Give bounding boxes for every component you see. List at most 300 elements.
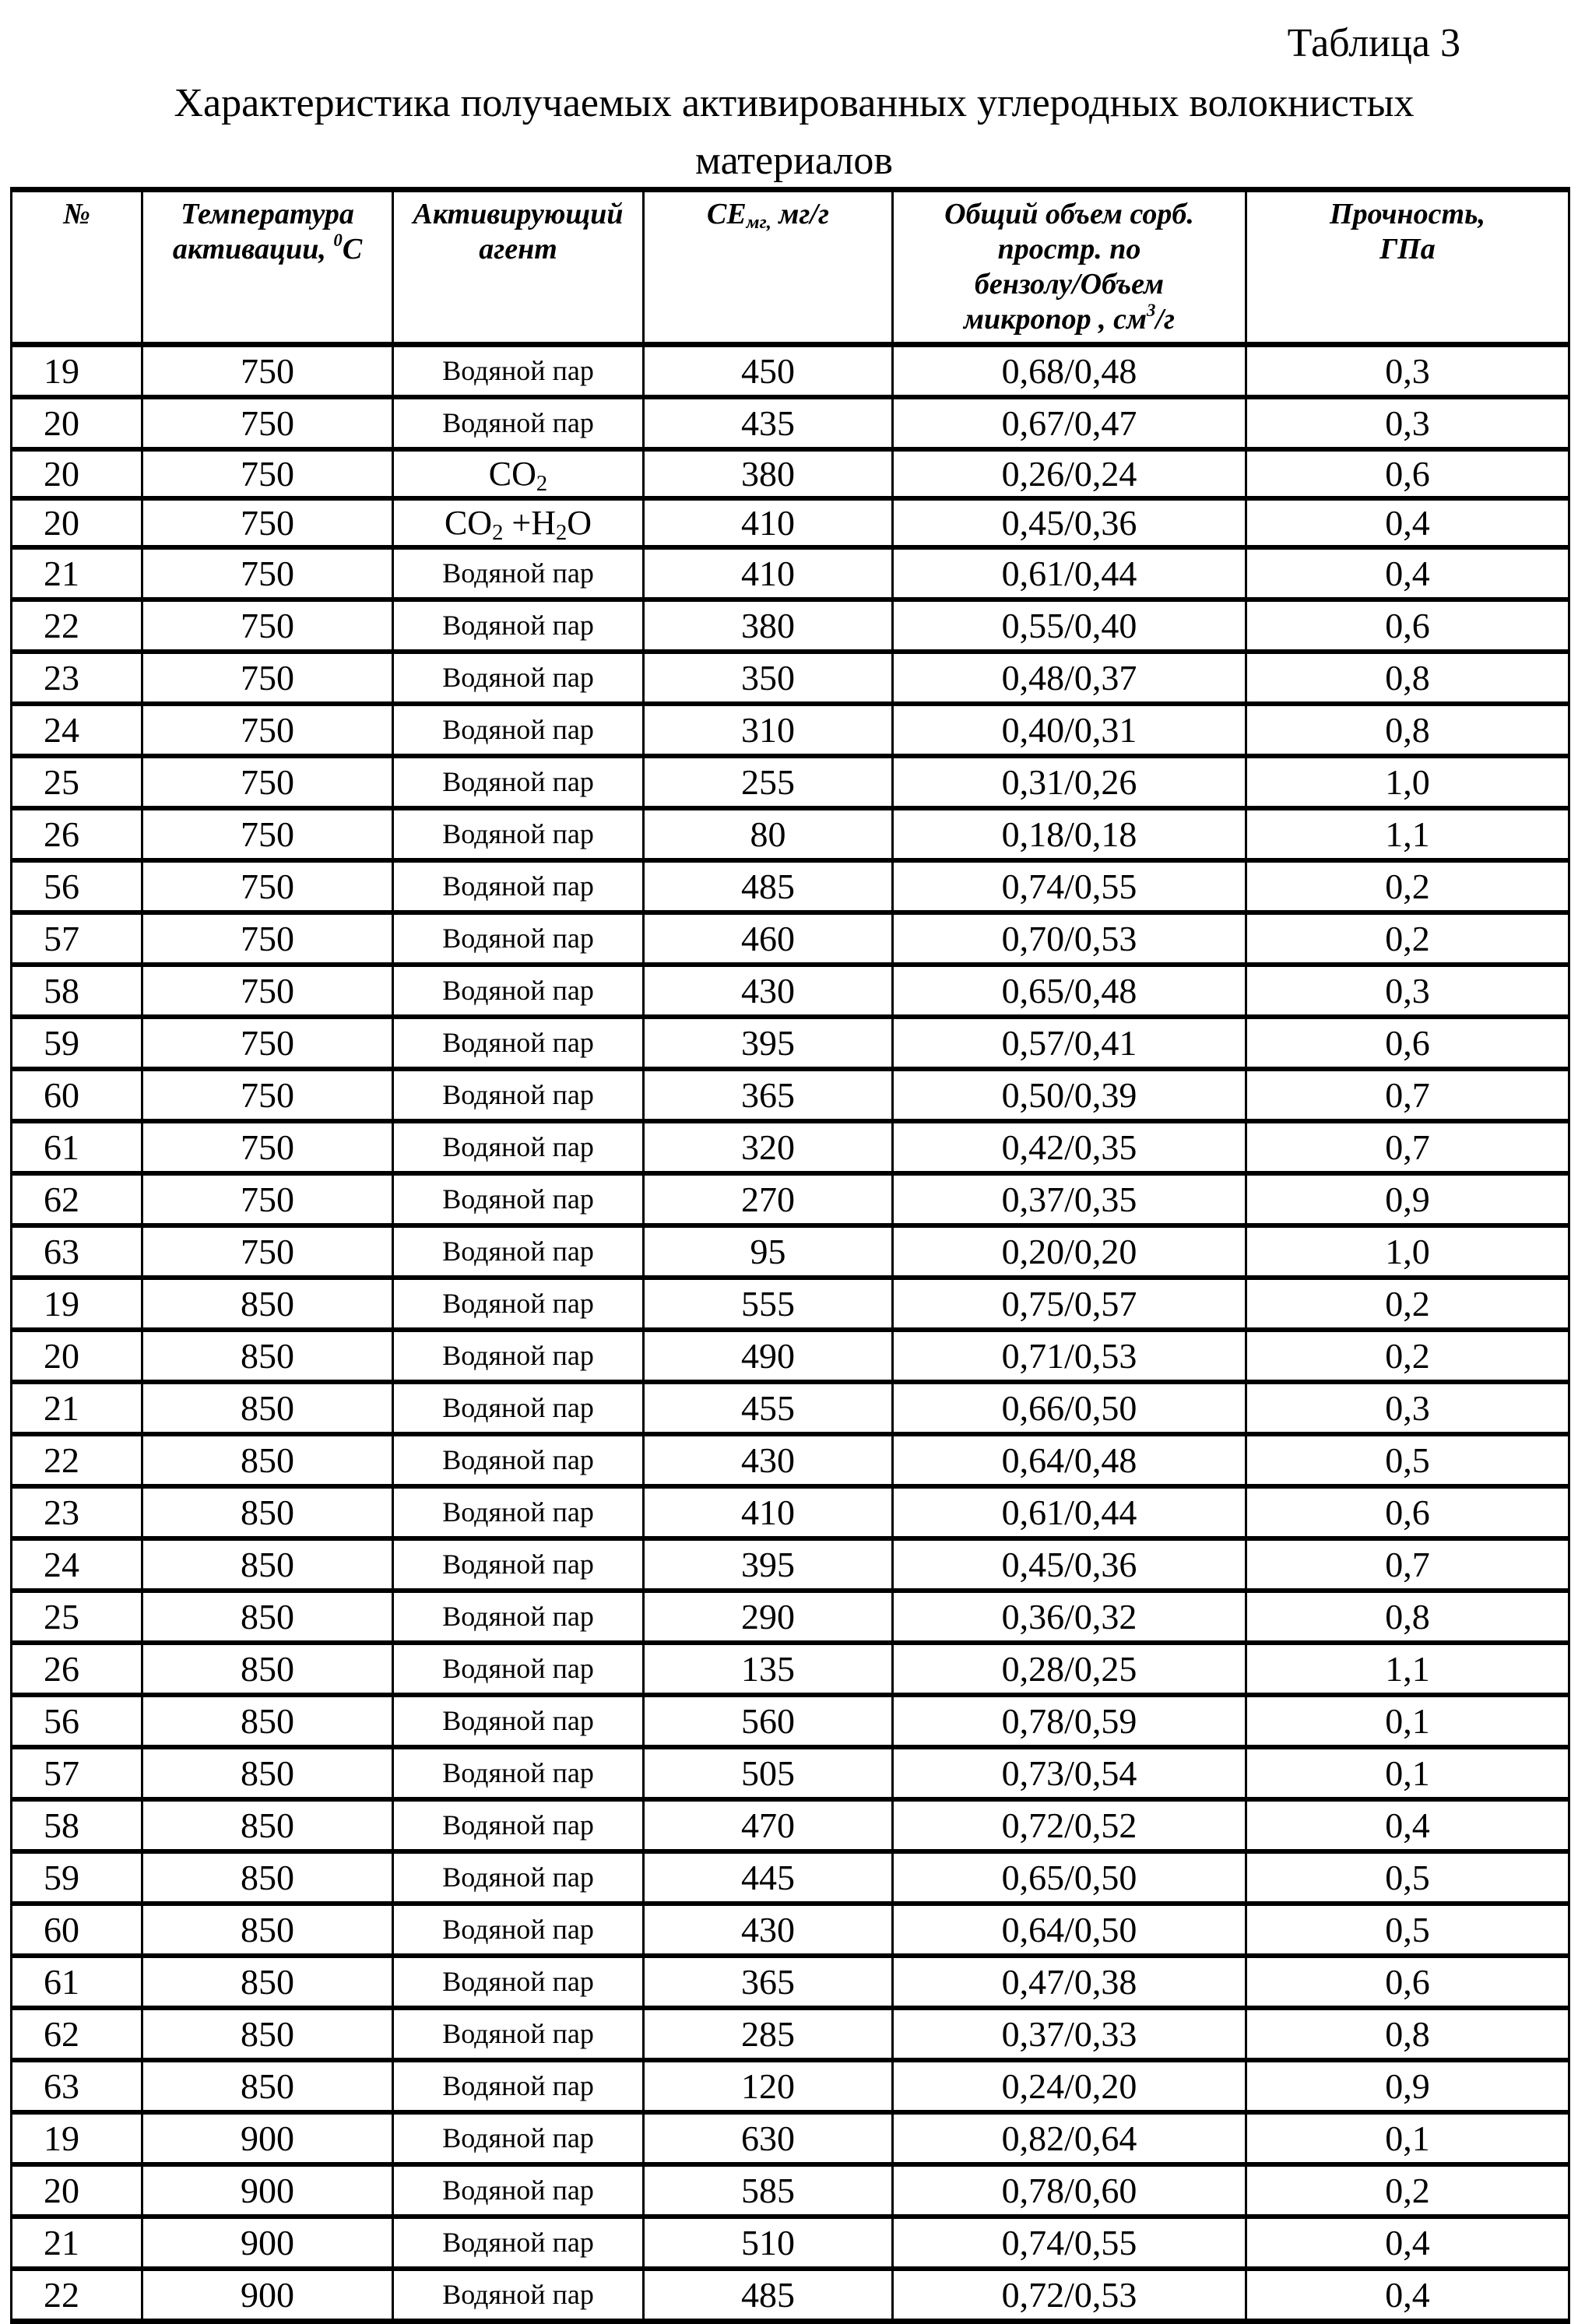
cell-volume: 0,61/0,44 (893, 547, 1246, 599)
cell-ce: 270 (644, 1173, 893, 1225)
header-temperature-text: активации, (173, 233, 326, 265)
cell-strength: 0,2 (1246, 1278, 1569, 1330)
cell-temperature: 850 (142, 1747, 393, 1799)
cell-temperature: 850 (142, 2008, 393, 2060)
cell-agent: Водяной пар (393, 1121, 644, 1173)
cell-ce: 395 (644, 1017, 893, 1069)
header-number-label: № (63, 198, 90, 230)
cell-ce: 450 (644, 345, 893, 398)
cell-temperature: 750 (142, 1121, 393, 1173)
cell-strength: 0,8 (1246, 652, 1569, 704)
cell-volume: 0,72/0,53 (893, 2269, 1246, 2322)
cell-agent: Водяной пар (393, 1278, 644, 1330)
cell-number: 21 (12, 1382, 142, 1434)
cell-number: 61 (12, 1956, 142, 2008)
cell-strength: 0,1 (1246, 2112, 1569, 2164)
cell-volume: 0,64/0,48 (893, 1434, 1246, 1486)
cell-agent: Водяной пар (393, 652, 644, 704)
header-volume-line1: Общий объем сорб. (894, 197, 1245, 232)
cell-temperature: 850 (142, 1904, 393, 1956)
cell-strength: 0,8 (1246, 2008, 1569, 2060)
header-ce-main: CE (707, 198, 747, 230)
cell-number: 26 (12, 1643, 142, 1695)
cell-ce: 560 (644, 1695, 893, 1747)
cell-ce: 310 (644, 704, 893, 756)
cell-volume: 0,67/0,47 (893, 397, 1246, 449)
cell-strength: 0,4 (1246, 547, 1569, 599)
cell-volume: 0,74/0,55 (893, 2217, 1246, 2269)
cell-number: 63 (12, 2060, 142, 2112)
cell-number: 56 (12, 1695, 142, 1747)
header-volume-text: микропор , см (964, 303, 1147, 336)
table-row (12, 2164, 1569, 2217)
cell-temperature: 900 (142, 2112, 393, 2164)
cell-ce: 80 (644, 808, 893, 860)
header-ce-sub: мг, (747, 212, 771, 233)
cell-volume: 0,45/0,36 (893, 1538, 1246, 1591)
table-row (12, 704, 1569, 756)
cell-number: 19 (12, 2112, 142, 2164)
cell-number: 22 (12, 1434, 142, 1486)
header-volume-line2: простр. по (894, 232, 1245, 267)
cell-number: 57 (12, 1747, 142, 1799)
cell-temperature: 750 (142, 1173, 393, 1225)
cell-ce: 585 (644, 2164, 893, 2217)
cell-agent: Водяной пар (393, 1851, 644, 1904)
cell-number: 57 (12, 912, 142, 965)
cell-temperature: 850 (142, 1382, 393, 1434)
cell-temperature: 750 (142, 449, 393, 498)
header-strength (1246, 190, 1569, 345)
cell-number: 21 (12, 2217, 142, 2269)
table-row (12, 652, 1569, 704)
cell-agent: Водяной пар (393, 2112, 644, 2164)
cell-volume: 0,61/0,44 (893, 1486, 1246, 1538)
cell-temperature: 750 (142, 599, 393, 652)
header-temperature-unit: С (343, 233, 362, 265)
cell-number: 20 (12, 2164, 142, 2217)
cell-ce: 95 (644, 1225, 893, 1278)
table-row (12, 1069, 1569, 1121)
cell-volume: 0,31/0,26 (893, 756, 1246, 808)
cell-agent: Водяной пар (393, 1799, 644, 1851)
cell-agent: Водяной пар (393, 860, 644, 912)
cell-number: 60 (12, 1069, 142, 1121)
header-volume-line4 (894, 302, 1245, 337)
cell-number: 20 (12, 498, 142, 547)
cell-volume: 0,37/0,35 (893, 1173, 1246, 1225)
cell-ce: 350 (644, 652, 893, 704)
cell-agent: Водяной пар (393, 1956, 644, 2008)
table-row (12, 756, 1569, 808)
cell-volume: 0,73/0,54 (893, 1747, 1246, 1799)
table-row (12, 2008, 1569, 2060)
cell-volume: 0,66/0,50 (893, 1382, 1246, 1434)
cell-agent: Водяной пар (393, 912, 644, 965)
cell-agent: Водяной пар (393, 1382, 644, 1434)
cell-strength: 0,6 (1246, 449, 1569, 498)
cell-temperature: 750 (142, 652, 393, 704)
cell-agent: Водяной пар (393, 599, 644, 652)
header-strength-line2: ГПа (1247, 232, 1568, 267)
cell-number: 56 (12, 860, 142, 912)
cell-temperature: 850 (142, 1486, 393, 1538)
cell-temperature: 850 (142, 1851, 393, 1904)
cell-agent: Водяной пар (393, 345, 644, 398)
agent-text: +H (503, 504, 556, 542)
cell-agent: Водяной пар (393, 1591, 644, 1643)
table-row (12, 860, 1569, 912)
cell-strength: 0,5 (1246, 1904, 1569, 1956)
cell-volume: 0,37/0,33 (893, 2008, 1246, 2060)
cell-ce: 135 (644, 1643, 893, 1695)
cell-ce: 290 (644, 1591, 893, 1643)
cell-strength: 0,4 (1246, 2269, 1569, 2322)
cell-strength: 0,2 (1246, 2164, 1569, 2217)
cell-strength: 0,2 (1246, 860, 1569, 912)
cell-number: 23 (12, 1486, 142, 1538)
cell-strength: 0,5 (1246, 1434, 1569, 1486)
header-strength-line1: Прочность, (1247, 197, 1568, 232)
cell-temperature: 900 (142, 2164, 393, 2217)
header-temperature-line1: Температура (143, 197, 392, 232)
cell-agent: Водяной пар (393, 547, 644, 599)
cell-volume: 0,65/0,48 (893, 965, 1246, 1017)
table-row (12, 1799, 1569, 1851)
cell-temperature: 850 (142, 1434, 393, 1486)
cell-temperature: 850 (142, 1643, 393, 1695)
cell-ce: 120 (644, 2060, 893, 2112)
cell-strength: 1,1 (1246, 808, 1569, 860)
cell-volume: 0,75/0,57 (893, 1278, 1246, 1330)
cell-temperature: 750 (142, 547, 393, 599)
cell-agent: Водяной пар (393, 1330, 644, 1382)
cell-volume: 0,74/0,55 (893, 860, 1246, 912)
header-temperature-sup: 0 (333, 230, 342, 250)
cell-ce: 255 (644, 756, 893, 808)
cell-volume: 0,78/0,59 (893, 1695, 1246, 1747)
cell-volume: 0,18/0,18 (893, 808, 1246, 860)
cell-strength: 0,2 (1246, 1330, 1569, 1382)
cell-ce: 430 (644, 965, 893, 1017)
cell-temperature: 850 (142, 1278, 393, 1330)
cell-ce: 630 (644, 2112, 893, 2164)
cell-volume: 0,40/0,31 (893, 704, 1246, 756)
title-line-1: Характеристика получаемых активированных углеродных волокнистых (31, 75, 1557, 132)
header-number (12, 190, 142, 345)
cell-volume: 0,68/0,48 (893, 345, 1246, 398)
cell-agent: Водяной пар (393, 1747, 644, 1799)
cell-agent: Водяной пар (393, 1695, 644, 1747)
cell-strength: 0,3 (1246, 345, 1569, 398)
header-volume (893, 190, 1246, 345)
cell-strength: 1,0 (1246, 1225, 1569, 1278)
cell-number: 58 (12, 965, 142, 1017)
cell-ce: 365 (644, 1956, 893, 2008)
cell-ce: 510 (644, 2217, 893, 2269)
header-volume-line3: бензолу/Объем (894, 267, 1245, 302)
cell-number: 25 (12, 756, 142, 808)
cell-number: 60 (12, 1904, 142, 1956)
agent-subscript: 2 (556, 521, 567, 545)
cell-strength: 0,4 (1246, 2217, 1569, 2269)
table-row (12, 397, 1569, 449)
table-row (12, 1225, 1569, 1278)
cell-strength: 0,8 (1246, 1591, 1569, 1643)
cell-ce: 320 (644, 1121, 893, 1173)
table-row (12, 1017, 1569, 1069)
cell-agent: Водяной пар (393, 1486, 644, 1538)
cell-temperature: 750 (142, 756, 393, 808)
cell-agent: Водяной пар (393, 2269, 644, 2322)
cell-ce: 365 (644, 1069, 893, 1121)
table-row (12, 498, 1569, 547)
cell-agent: Водяной пар (393, 965, 644, 1017)
cell-volume: 0,50/0,39 (893, 1069, 1246, 1121)
table-row (12, 2269, 1569, 2322)
cell-agent: Водяной пар (393, 397, 644, 449)
cell-temperature: 850 (142, 1956, 393, 2008)
cell-agent: Водяной пар (393, 1538, 644, 1591)
cell-agent: Водяной пар (393, 756, 644, 808)
cell-temperature: 750 (142, 965, 393, 1017)
table-row (12, 1747, 1569, 1799)
cell-number: 59 (12, 1017, 142, 1069)
cell-strength: 0,6 (1246, 1017, 1569, 1069)
cell-number: 63 (12, 1225, 142, 1278)
cell-number: 20 (12, 1330, 142, 1382)
cell-number: 62 (12, 1173, 142, 1225)
cell-volume: 0,28/0,25 (893, 1643, 1246, 1695)
cell-temperature: 750 (142, 498, 393, 547)
cell-volume: 0,72/0,52 (893, 1799, 1246, 1851)
table-row (12, 1278, 1569, 1330)
cell-agent: Водяной пар (393, 2060, 644, 2112)
cell-ce: 435 (644, 397, 893, 449)
cell-volume: 0,24/0,20 (893, 2060, 1246, 2112)
table-row (12, 965, 1569, 1017)
header-agent-line1: Активирующий (394, 197, 642, 232)
cell-agent: Водяной пар (393, 2217, 644, 2269)
cell-volume: 0,71/0,53 (893, 1330, 1246, 1382)
table-row (12, 2060, 1569, 2112)
cell-ce: 505 (644, 1747, 893, 1799)
header-temperature-line2 (143, 232, 392, 267)
cell-ce: 410 (644, 498, 893, 547)
cell-volume: 0,45/0,36 (893, 498, 1246, 547)
cell-strength: 0,4 (1246, 1799, 1569, 1851)
cell-number: 19 (12, 1278, 142, 1330)
header-temperature (142, 190, 393, 345)
cell-agent: Водяной пар (393, 808, 644, 860)
table-row (12, 1591, 1569, 1643)
cell-strength: 0,6 (1246, 1956, 1569, 2008)
cell-ce: 490 (644, 1330, 893, 1382)
cell-number: 19 (12, 345, 142, 398)
cell-number: 24 (12, 704, 142, 756)
cell-temperature: 750 (142, 1069, 393, 1121)
cell-ce: 380 (644, 449, 893, 498)
table-row (12, 1330, 1569, 1382)
cell-strength: 0,9 (1246, 1173, 1569, 1225)
table-row (12, 1904, 1569, 1956)
cell-ce: 380 (644, 599, 893, 652)
cell-agent: Водяной пар (393, 1173, 644, 1225)
cell-temperature: 750 (142, 1017, 393, 1069)
cell-ce: 485 (644, 2269, 893, 2322)
cell-volume: 0,55/0,40 (893, 599, 1246, 652)
cell-number: 23 (12, 652, 142, 704)
cell-number: 22 (12, 599, 142, 652)
header-ce (644, 190, 893, 345)
cell-ce: 555 (644, 1278, 893, 1330)
cell-strength: 1,1 (1246, 1643, 1569, 1695)
cell-strength: 0,8 (1246, 704, 1569, 756)
cell-strength: 0,7 (1246, 1121, 1569, 1173)
cell-volume: 0,42/0,35 (893, 1121, 1246, 1173)
cell-strength: 0,1 (1246, 1695, 1569, 1747)
cell-strength: 0,7 (1246, 1069, 1569, 1121)
cell-temperature: 900 (142, 2217, 393, 2269)
cell-volume: 0,82/0,64 (893, 2112, 1246, 2164)
header-agent (393, 190, 644, 345)
table-row (12, 808, 1569, 860)
table-row (12, 1956, 1569, 2008)
cell-number: 21 (12, 547, 142, 599)
data-table (10, 187, 1570, 2324)
cell-agent: Водяной пар (393, 2008, 644, 2060)
cell-strength: 0,6 (1246, 599, 1569, 652)
table-title (31, 75, 1557, 190)
cell-strength: 0,1 (1246, 1747, 1569, 1799)
cell-temperature: 750 (142, 912, 393, 965)
cell-agent: Водяной пар (393, 1017, 644, 1069)
cell-ce: 470 (644, 1799, 893, 1851)
header-agent-line2: агент (394, 232, 642, 267)
cell-number: 25 (12, 1591, 142, 1643)
table-row (12, 345, 1569, 398)
cell-ce: 485 (644, 860, 893, 912)
cell-volume: 0,36/0,32 (893, 1591, 1246, 1643)
cell-agent: Водяной пар (393, 1904, 644, 1956)
cell-number: 22 (12, 2269, 142, 2322)
cell-ce: 285 (644, 2008, 893, 2060)
cell-ce: 455 (644, 1382, 893, 1434)
cell-number: 24 (12, 1538, 142, 1591)
table-row (12, 2112, 1569, 2164)
cell-volume: 0,57/0,41 (893, 1017, 1246, 1069)
cell-temperature: 850 (142, 1538, 393, 1591)
table-row (12, 1695, 1569, 1747)
cell-temperature: 750 (142, 1225, 393, 1278)
cell-number: 58 (12, 1799, 142, 1851)
table-row (12, 1382, 1569, 1434)
cell-temperature: 850 (142, 1591, 393, 1643)
cell-temperature: 850 (142, 1330, 393, 1382)
cell-strength: 0,6 (1246, 1486, 1569, 1538)
header-row (12, 190, 1569, 345)
cell-agent: Водяной пар (393, 1225, 644, 1278)
cell-volume: 0,26/0,24 (893, 449, 1246, 498)
cell-volume: 0,78/0,60 (893, 2164, 1246, 2217)
cell-agent: Водяной пар (393, 1434, 644, 1486)
cell-strength: 0,4 (1246, 498, 1569, 547)
table-row (12, 1434, 1569, 1486)
header-volume-sup: 3 (1147, 301, 1155, 320)
cell-number: 20 (12, 449, 142, 498)
table-row (12, 2217, 1569, 2269)
cell-number: 20 (12, 397, 142, 449)
cell-temperature: 850 (142, 2060, 393, 2112)
table-row (12, 1538, 1569, 1591)
table-row (12, 449, 1569, 498)
cell-number: 26 (12, 808, 142, 860)
cell-number: 59 (12, 1851, 142, 1904)
cell-strength: 0,7 (1246, 1538, 1569, 1591)
agent-subscript: 2 (536, 472, 547, 496)
cell-number: 61 (12, 1121, 142, 1173)
cell-volume: 0,65/0,50 (893, 1851, 1246, 1904)
cell-strength: 0,3 (1246, 1382, 1569, 1434)
cell-volume: 0,47/0,38 (893, 1956, 1246, 2008)
table-label: Таблица 3 (1288, 20, 1460, 67)
cell-strength: 1,0 (1246, 756, 1569, 808)
agent-text: CO (445, 504, 492, 542)
cell-number: 62 (12, 2008, 142, 2060)
cell-ce: 410 (644, 547, 893, 599)
cell-volume: 0,70/0,53 (893, 912, 1246, 965)
cell-strength: 0,5 (1246, 1851, 1569, 1904)
cell-agent: Водяной пар (393, 1643, 644, 1695)
cell-ce: 395 (644, 1538, 893, 1591)
cell-strength: 0,3 (1246, 965, 1569, 1017)
cell-temperature: 900 (142, 2269, 393, 2322)
cell-ce: 430 (644, 1904, 893, 1956)
table-row (12, 1851, 1569, 1904)
header-volume-unit: /г (1155, 303, 1175, 336)
cell-temperature: 850 (142, 1799, 393, 1851)
cell-volume: 0,20/0,20 (893, 1225, 1246, 1278)
agent-subscript: 2 (492, 521, 503, 545)
cell-agent (393, 449, 644, 498)
cell-temperature: 850 (142, 1695, 393, 1747)
cell-ce: 445 (644, 1851, 893, 1904)
cell-temperature: 750 (142, 345, 393, 398)
cell-volume: 0,64/0,50 (893, 1904, 1246, 1956)
cell-ce: 460 (644, 912, 893, 965)
cell-strength: 0,9 (1246, 2060, 1569, 2112)
table-row (12, 912, 1569, 965)
table-row (12, 599, 1569, 652)
cell-temperature: 750 (142, 808, 393, 860)
cell-agent: Водяной пар (393, 704, 644, 756)
agent-text: O (567, 504, 592, 542)
agent-text: CO (489, 455, 536, 493)
cell-temperature: 750 (142, 704, 393, 756)
table-row (12, 1486, 1569, 1538)
table-row (12, 547, 1569, 599)
cell-strength: 0,3 (1246, 397, 1569, 449)
cell-ce: 410 (644, 1486, 893, 1538)
cell-temperature: 750 (142, 860, 393, 912)
table-row (12, 1173, 1569, 1225)
cell-agent (393, 498, 644, 547)
table-row (12, 1121, 1569, 1173)
cell-agent: Водяной пар (393, 2164, 644, 2217)
header-ce-unit: мг/г (771, 198, 829, 230)
cell-strength: 0,2 (1246, 912, 1569, 965)
table-row (12, 1643, 1569, 1695)
